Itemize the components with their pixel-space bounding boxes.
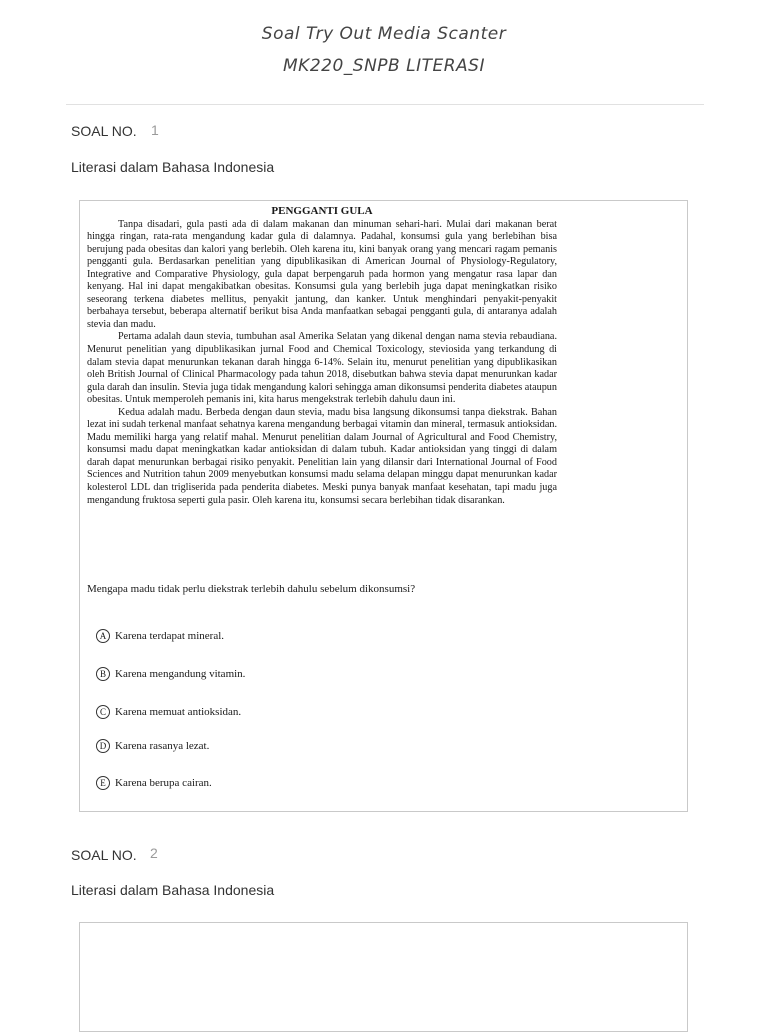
question-number: 2 [150, 845, 158, 861]
question-content-box [79, 922, 688, 1032]
answer-option-e[interactable] [96, 773, 212, 793]
answer-option-a[interactable] [96, 626, 224, 646]
option-text: Karena terdapat mineral. [115, 630, 225, 642]
passage-paragraph: Pertama adalah daun stevia, tumbuhan asal Amerika Selatan yang dikenal dengan nama stevia rebaudiana. Menurut penelitian yang dipublikasikan jurnal Food and Chemical Toxicology, steviosida yang terkandung di dalam stevia dapat menurunkan tekanan darah hingga 6-14%. Selain itu, menurut penelitian yang dipublikasikan oleh British Journal of Clinical Pharmacology pada tahun 2018, disebutkan bahwa stevia dapat menurunkan kadar gula darah dan insulin. Stevia juga tidak mengandung kalori sehingga aman dikonsumsi penderita diabetes ataupun obesitas. Untuk memperoleh pemanis ini, kita harus mengekstrak terlebih dahulu daun ini. [87, 331, 557, 406]
passage-paragraph: Kedua adalah madu. Berbeda dengan daun stevia, madu bisa langsung dikonsumsi tanpa diekstrak. Bahan lezat ini sudah terkenal manfaat sehatnya karena mengandung berbagai vitamin dan mineral, termasuk antioksidan. Madu memiliki harga yang relatif mahal. Menurut penelitian dalam Journal of Agricultural and Food Chemistry, konsumsi madu dapat meningkatkan kadar antioksidan di dalam tubuh. Kadar antioksidan yang tinggi di dalam darah dapat menurunkan berbagai risiko penyakit. Penelitian lain yang dilansir dari International Journal of Food Sciences and Nutrition tahun 2009 menyebutkan konsumsi madu selama delapan minggu dapat menurunkan kadar kolesterol LDL dan trigliserida pada penderita diabetes. Meski punya banyak manfaat kesehatan, tapi madu juga mengandung fruktosa seperti gula pasir. Oleh karena itu, konsumsi secara berlebihan tidak disarankan. [87, 406, 557, 506]
option-letter-circle: C [96, 705, 110, 719]
question-number: 1 [151, 122, 159, 138]
answer-option-d[interactable] [96, 736, 209, 756]
question-subject: Literasi dalam Bahasa Indonesia [71, 159, 275, 175]
answer-option-c[interactable] [96, 702, 241, 722]
option-text: Karena berupa cairan. [115, 777, 212, 789]
answer-option-b[interactable] [96, 664, 245, 684]
header-divider [66, 104, 704, 105]
page-subtitle: MK220_SNPB LITERASI [283, 56, 485, 76]
option-letter-circle: D [96, 739, 110, 753]
passage-title: PENGGANTI GULA [271, 205, 373, 217]
option-letter-circle: A [96, 629, 110, 643]
option-text: Karena mengandung vitamin. [115, 668, 246, 680]
passage-paragraph: Tanpa disadari, gula pasti ada di dalam makanan dan minuman sehari-hari. Mulai dari makanan berat hingga ringan, rata-rata mengandung kadar gula di dalamnya. Padahal, konsumsi gula yang berlebihan bisa berujung pada obesitas dan kalori yang berlebih. Oleh karena itu, kini banyak orang yang mencari ragam pemanis pengganti gula. Berdasarkan penelitian yang dipublikasikan di American Journal of Physiology-Regulatory, Integrative and Comparative Physiology, gula dapat berpengaruh pada hormon yang mengatur rasa lapar dan kenyang. Hal ini dapat mengakibatkan obesitas. Konsumsi gula yang berlebih juga dapat meningkatkan risiko seseorang terkena diabetes mellitus, penyakit jantung, dan kanker. Untuk menghindari penyakit-penyakit berbahaya tersebut, beberapa alternatif berikut bisa Anda manfaatkan sebagai pengganti gula, di antaranya adalah stevia dan madu. [87, 218, 557, 330]
question-subject: Literasi dalam Bahasa Indonesia [71, 882, 275, 898]
option-text: Karena rasanya lezat. [115, 740, 210, 752]
reading-passage [87, 205, 557, 507]
question-prompt: Mengapa madu tidak perlu diekstrak terlebih dahulu sebelum dikonsumsi? [87, 583, 416, 595]
option-letter-circle: B [96, 667, 110, 681]
option-letter-circle: E [96, 776, 110, 790]
question-label: SOAL NO. [71, 123, 137, 139]
question-label: SOAL NO. [71, 847, 137, 863]
page-title: Soal Try Out Media Scanter [261, 24, 507, 44]
option-text: Karena memuat antioksidan. [115, 706, 242, 718]
